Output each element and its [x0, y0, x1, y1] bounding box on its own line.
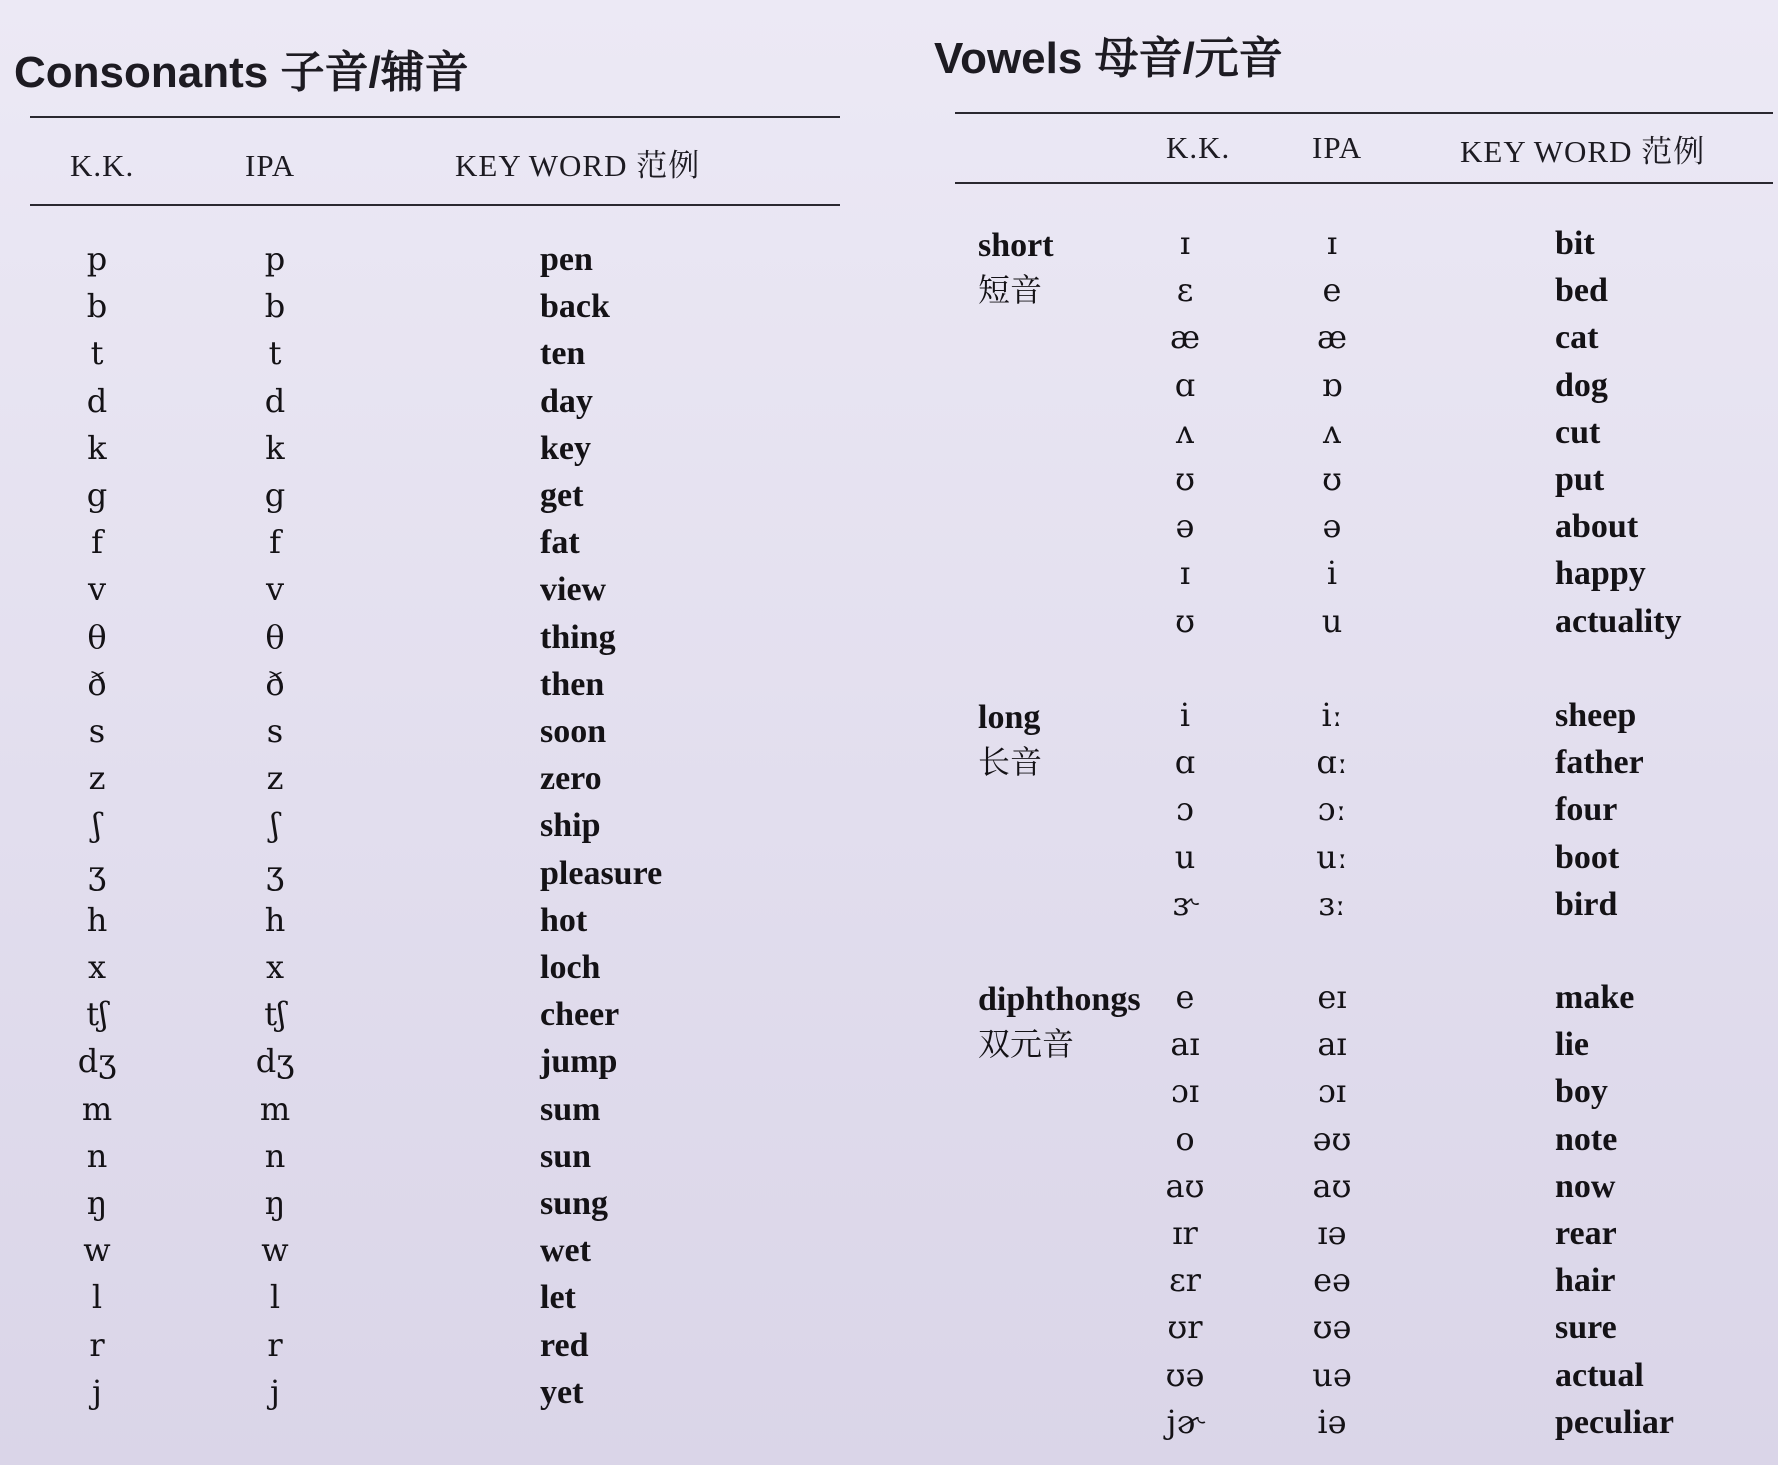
vowels-header-kk: K.K.	[1166, 130, 1231, 165]
vowel-ipa-symbol: ʊ	[1322, 460, 1342, 498]
consonant-ipa-symbol: k	[265, 428, 285, 467]
consonant-kk-symbol: w	[83, 1231, 111, 1270]
vowels-header-ipa: IPA	[1312, 130, 1363, 165]
vowel-group-label-en: long	[978, 699, 1041, 736]
consonant-ipa-symbol: ʃ	[270, 806, 280, 845]
vowel-row	[930, 786, 1778, 833]
consonant-kk-symbol: m	[81, 1089, 113, 1128]
vowel-key-word: lie	[1555, 1026, 1589, 1064]
vowel-kk-symbol: ɪr	[1172, 1214, 1198, 1252]
consonant-ipa-symbol: ʒ	[265, 853, 285, 892]
consonant-ipa-symbol: dʒ	[255, 1042, 295, 1081]
consonants-header-rule	[30, 204, 840, 206]
vowel-key-word: put	[1555, 461, 1605, 498]
vowel-row	[930, 456, 1778, 503]
vowel-row	[930, 1210, 1778, 1257]
consonant-key-word: sung	[540, 1185, 609, 1222]
consonant-kk-symbol: r	[89, 1325, 105, 1364]
vowel-row	[930, 550, 1778, 597]
vowel-kk-symbol: aʊ	[1165, 1166, 1205, 1205]
consonant-row	[0, 755, 860, 802]
consonant-row	[0, 1369, 860, 1416]
consonant-row	[0, 519, 860, 566]
vowel-key-word: actual	[1555, 1356, 1644, 1394]
consonant-row	[0, 330, 860, 377]
consonants-header-ipa: IPA	[245, 148, 296, 183]
consonant-key-word: soon	[540, 713, 607, 750]
vowel-ipa-symbol: uə	[1312, 1355, 1352, 1394]
vowel-key-word: happy	[1555, 555, 1646, 593]
consonant-row	[0, 425, 860, 472]
consonant-row	[0, 944, 860, 991]
vowel-row	[930, 834, 1778, 881]
consonants-top-rule	[30, 116, 840, 118]
vowel-ipa-symbol: æ	[1316, 318, 1348, 357]
vowel-key-word: bit	[1555, 225, 1595, 262]
consonant-row	[0, 472, 860, 519]
vowel-kk-symbol: o	[1175, 1119, 1195, 1158]
consonant-ipa-symbol: s	[266, 712, 284, 750]
consonant-kk-symbol: s	[88, 712, 106, 750]
consonant-key-word: back	[540, 288, 610, 326]
vowels-header-keyword: KEY WORD 范例	[1460, 134, 1706, 169]
vowel-ipa-symbol: iː	[1321, 696, 1343, 734]
consonants-title: Consonants 子音/辅音	[14, 48, 469, 97]
vowel-key-word: rear	[1555, 1215, 1617, 1252]
vowel-kk-symbol: u	[1174, 837, 1196, 876]
vowel-kk-symbol: ɛ	[1176, 271, 1194, 310]
consonant-key-word: get	[540, 477, 584, 514]
vowel-ipa-symbol: uː	[1316, 837, 1348, 876]
consonant-kk-symbol: ð	[87, 664, 107, 703]
consonant-ipa-symbol: r	[267, 1325, 283, 1364]
consonant-ipa-symbol: n	[264, 1136, 286, 1175]
consonant-ipa-symbol: f	[269, 523, 281, 562]
consonant-ipa-symbol: l	[269, 1278, 281, 1317]
vowel-group-label-en: diphthongs	[978, 981, 1141, 1018]
vowel-key-word: make	[1555, 979, 1635, 1016]
consonant-ipa-symbol: v	[265, 570, 285, 609]
consonant-kk-symbol: x	[87, 948, 107, 986]
consonant-key-word: let	[540, 1279, 576, 1317]
vowel-group-label-en: short	[978, 227, 1054, 264]
consonant-kk-symbol: v	[87, 570, 107, 609]
vowel-key-word: bed	[1555, 272, 1608, 310]
consonant-ipa-symbol: m	[259, 1089, 291, 1128]
consonants-header-keyword: KEY WORD 范例	[455, 148, 701, 183]
consonant-row	[0, 1227, 860, 1274]
consonant-kk-symbol: θ	[87, 617, 107, 656]
consonant-kk-symbol: ŋ	[86, 1184, 108, 1222]
consonant-ipa-symbol: θ	[265, 617, 285, 656]
consonant-key-word: hot	[540, 901, 588, 939]
vowel-key-word: cat	[1555, 319, 1599, 357]
vowel-row	[930, 1163, 1778, 1210]
vowel-ipa-symbol: ɔː	[1317, 790, 1347, 829]
consonant-kk-symbol: k	[87, 428, 107, 467]
consonant-key-word: yet	[540, 1373, 584, 1411]
consonant-row	[0, 1133, 860, 1180]
consonant-kk-symbol: h	[86, 900, 108, 939]
consonant-row	[0, 1180, 860, 1227]
vowel-ipa-symbol: ɪə	[1317, 1214, 1347, 1252]
consonant-key-word: cheer	[540, 996, 620, 1034]
vowel-key-word: boot	[1555, 838, 1620, 876]
vowel-key-word: peculiar	[1555, 1403, 1674, 1441]
vowel-kk-symbol: ɔɪ	[1170, 1072, 1200, 1111]
vowel-row	[930, 739, 1778, 786]
consonant-key-word: jump	[540, 1043, 618, 1081]
vowel-kk-symbol: aɪ	[1170, 1025, 1200, 1064]
vowel-ipa-symbol: u	[1321, 601, 1343, 640]
vowel-key-word: sure	[1555, 1309, 1617, 1347]
vowel-key-word: cut	[1555, 413, 1601, 451]
consonant-key-word: pleasure	[540, 854, 663, 892]
vowel-key-word: bird	[1555, 885, 1618, 923]
consonant-key-word: wet	[540, 1232, 591, 1270]
consonant-kk-symbol: l	[91, 1278, 103, 1317]
vowel-row	[930, 1399, 1778, 1446]
vowel-group-label-zh: 短音	[978, 271, 1043, 309]
consonant-key-word: pen	[540, 241, 593, 278]
consonant-ipa-symbol: z	[266, 759, 284, 798]
vowel-kk-symbol: ɪ	[1179, 224, 1191, 262]
consonant-kk-symbol: tʃ	[86, 995, 108, 1034]
vowel-row	[930, 881, 1778, 928]
consonant-kk-symbol: dʒ	[77, 1042, 117, 1081]
consonant-key-word: ship	[540, 807, 601, 845]
consonant-kk-symbol: ʒ	[87, 853, 107, 892]
vowel-key-word: four	[1555, 791, 1618, 829]
vowel-ipa-symbol: e	[1322, 271, 1342, 310]
vowel-kk-symbol: æ	[1169, 318, 1201, 357]
consonant-row	[0, 1086, 860, 1133]
vowel-ipa-symbol: ə	[1322, 507, 1342, 546]
consonant-kk-symbol: t	[90, 334, 104, 373]
vowel-row	[930, 1116, 1778, 1163]
vowel-row	[930, 1021, 1778, 1068]
vowel-key-word: hair	[1555, 1262, 1616, 1300]
vowel-ipa-symbol: aɪ	[1317, 1025, 1347, 1064]
consonant-row	[0, 1322, 860, 1369]
vowel-group-label-zh: 长音	[978, 743, 1043, 781]
vowel-ipa-symbol: i	[1326, 554, 1338, 593]
consonant-kk-symbol: b	[86, 287, 108, 326]
consonant-row	[0, 850, 860, 897]
consonant-ipa-symbol: b	[264, 287, 286, 326]
consonant-ipa-symbol: x	[265, 948, 285, 986]
vowel-ipa-symbol: əʊ	[1312, 1119, 1352, 1158]
vowel-kk-symbol: jɚ	[1166, 1402, 1204, 1441]
consonant-key-word: zero	[540, 760, 602, 798]
consonant-row	[0, 614, 860, 661]
vowel-ipa-symbol: eə	[1313, 1261, 1351, 1300]
vowel-ipa-symbol: ɑː	[1316, 743, 1348, 782]
consonant-ipa-symbol: w	[261, 1231, 289, 1270]
consonant-ipa-symbol: tʃ	[264, 995, 286, 1034]
vowel-kk-symbol: ʊ	[1175, 601, 1195, 640]
vowel-ipa-symbol: ʌ	[1322, 412, 1342, 451]
vowel-row	[930, 1257, 1778, 1304]
vowel-ipa-symbol: ʊə	[1312, 1308, 1352, 1347]
consonant-ipa-symbol: t	[268, 334, 282, 373]
vowel-row	[930, 974, 1778, 1021]
vowels-title: Vowels 母音/元音	[934, 34, 1283, 83]
vowel-kk-symbol: ɔ	[1176, 790, 1194, 829]
consonant-row	[0, 1274, 860, 1321]
vowels-header-rule	[955, 182, 1773, 184]
vowel-ipa-symbol: ɒ	[1321, 365, 1343, 404]
consonant-kk-symbol: p	[86, 240, 108, 278]
vowel-ipa-symbol: ɔɪ	[1317, 1072, 1347, 1111]
vowel-kk-symbol: ʊ	[1175, 460, 1195, 498]
consonant-row	[0, 1038, 860, 1085]
vowel-kk-symbol: ə	[1175, 507, 1195, 546]
vowel-kk-symbol: ɑ	[1174, 365, 1196, 404]
consonant-key-word: key	[540, 429, 591, 467]
vowel-row	[930, 362, 1778, 409]
vowel-kk-symbol: ɪ	[1179, 554, 1191, 593]
vowel-key-word: sheep	[1555, 697, 1637, 734]
consonant-kk-symbol: f	[91, 523, 103, 562]
vowel-row	[930, 598, 1778, 645]
consonant-ipa-symbol: j	[270, 1372, 280, 1411]
vowel-key-word: note	[1555, 1120, 1618, 1158]
consonant-ipa-symbol: g	[264, 476, 286, 514]
consonant-row	[0, 708, 860, 755]
vowel-ipa-symbol: ɜː	[1318, 884, 1346, 923]
consonant-row	[0, 566, 860, 613]
vowel-kk-symbol: e	[1175, 978, 1195, 1016]
vowel-row	[930, 692, 1778, 739]
consonant-ipa-symbol: h	[264, 900, 286, 939]
consonant-row	[0, 897, 860, 944]
consonant-key-word: ten	[540, 335, 586, 373]
vowel-row	[930, 267, 1778, 314]
consonant-key-word: view	[540, 571, 607, 609]
vowel-row	[930, 1068, 1778, 1115]
consonant-row	[0, 991, 860, 1038]
vowel-row	[930, 1304, 1778, 1351]
consonant-key-word: loch	[540, 949, 601, 986]
consonant-key-word: sun	[540, 1137, 592, 1175]
vowel-key-word: father	[1555, 744, 1644, 782]
vowel-kk-symbol: ʊə	[1165, 1355, 1205, 1394]
vowel-ipa-symbol: ɪ	[1326, 224, 1338, 262]
vowel-kk-symbol: ɛr	[1169, 1261, 1201, 1300]
consonant-key-word: fat	[540, 524, 580, 562]
consonant-kk-symbol: g	[86, 476, 108, 514]
consonant-key-word: then	[540, 665, 605, 703]
vowel-key-word: actuality	[1555, 602, 1682, 640]
consonant-row	[0, 661, 860, 708]
vowel-ipa-symbol: aʊ	[1312, 1166, 1352, 1205]
vowel-row	[930, 220, 1778, 267]
vowel-kk-symbol: i	[1179, 696, 1191, 734]
vowel-row	[930, 503, 1778, 550]
vowel-row	[930, 314, 1778, 361]
consonant-key-word: thing	[540, 618, 616, 656]
consonant-ipa-symbol: ð	[265, 664, 285, 703]
vowels-top-rule	[955, 112, 1773, 114]
vowel-kk-symbol: ʌ	[1175, 412, 1195, 451]
consonant-key-word: sum	[540, 1090, 601, 1128]
vowel-ipa-symbol: eɪ	[1317, 978, 1347, 1016]
consonant-kk-symbol: d	[86, 381, 108, 420]
consonant-row	[0, 236, 860, 283]
vowel-key-word: now	[1555, 1167, 1616, 1205]
consonant-kk-symbol: j	[92, 1372, 102, 1411]
vowel-row	[930, 409, 1778, 456]
consonant-key-word: day	[540, 382, 593, 420]
vowel-row	[930, 1352, 1778, 1399]
consonant-ipa-symbol: p	[264, 240, 286, 278]
consonant-key-word: red	[540, 1326, 589, 1364]
consonant-kk-symbol: z	[88, 759, 106, 798]
vowel-key-word: boy	[1555, 1073, 1608, 1111]
vowel-kk-symbol: ɝ	[1172, 884, 1198, 923]
consonants-header-kk: K.K.	[70, 148, 135, 183]
consonant-kk-symbol: ʃ	[92, 806, 102, 845]
consonant-kk-symbol: n	[86, 1136, 108, 1175]
vowel-group-label-zh: 双元音	[978, 1025, 1075, 1063]
vowel-key-word: about	[1555, 508, 1639, 546]
vowel-kk-symbol: ʊr	[1167, 1308, 1203, 1347]
vowel-key-word: dog	[1555, 366, 1608, 404]
consonant-ipa-symbol: d	[264, 381, 286, 420]
consonant-row	[0, 378, 860, 425]
consonant-row	[0, 802, 860, 849]
vowel-ipa-symbol: iə	[1317, 1402, 1347, 1441]
consonant-row	[0, 283, 860, 330]
consonant-ipa-symbol: ŋ	[264, 1184, 286, 1222]
vowel-kk-symbol: ɑ	[1174, 743, 1196, 782]
